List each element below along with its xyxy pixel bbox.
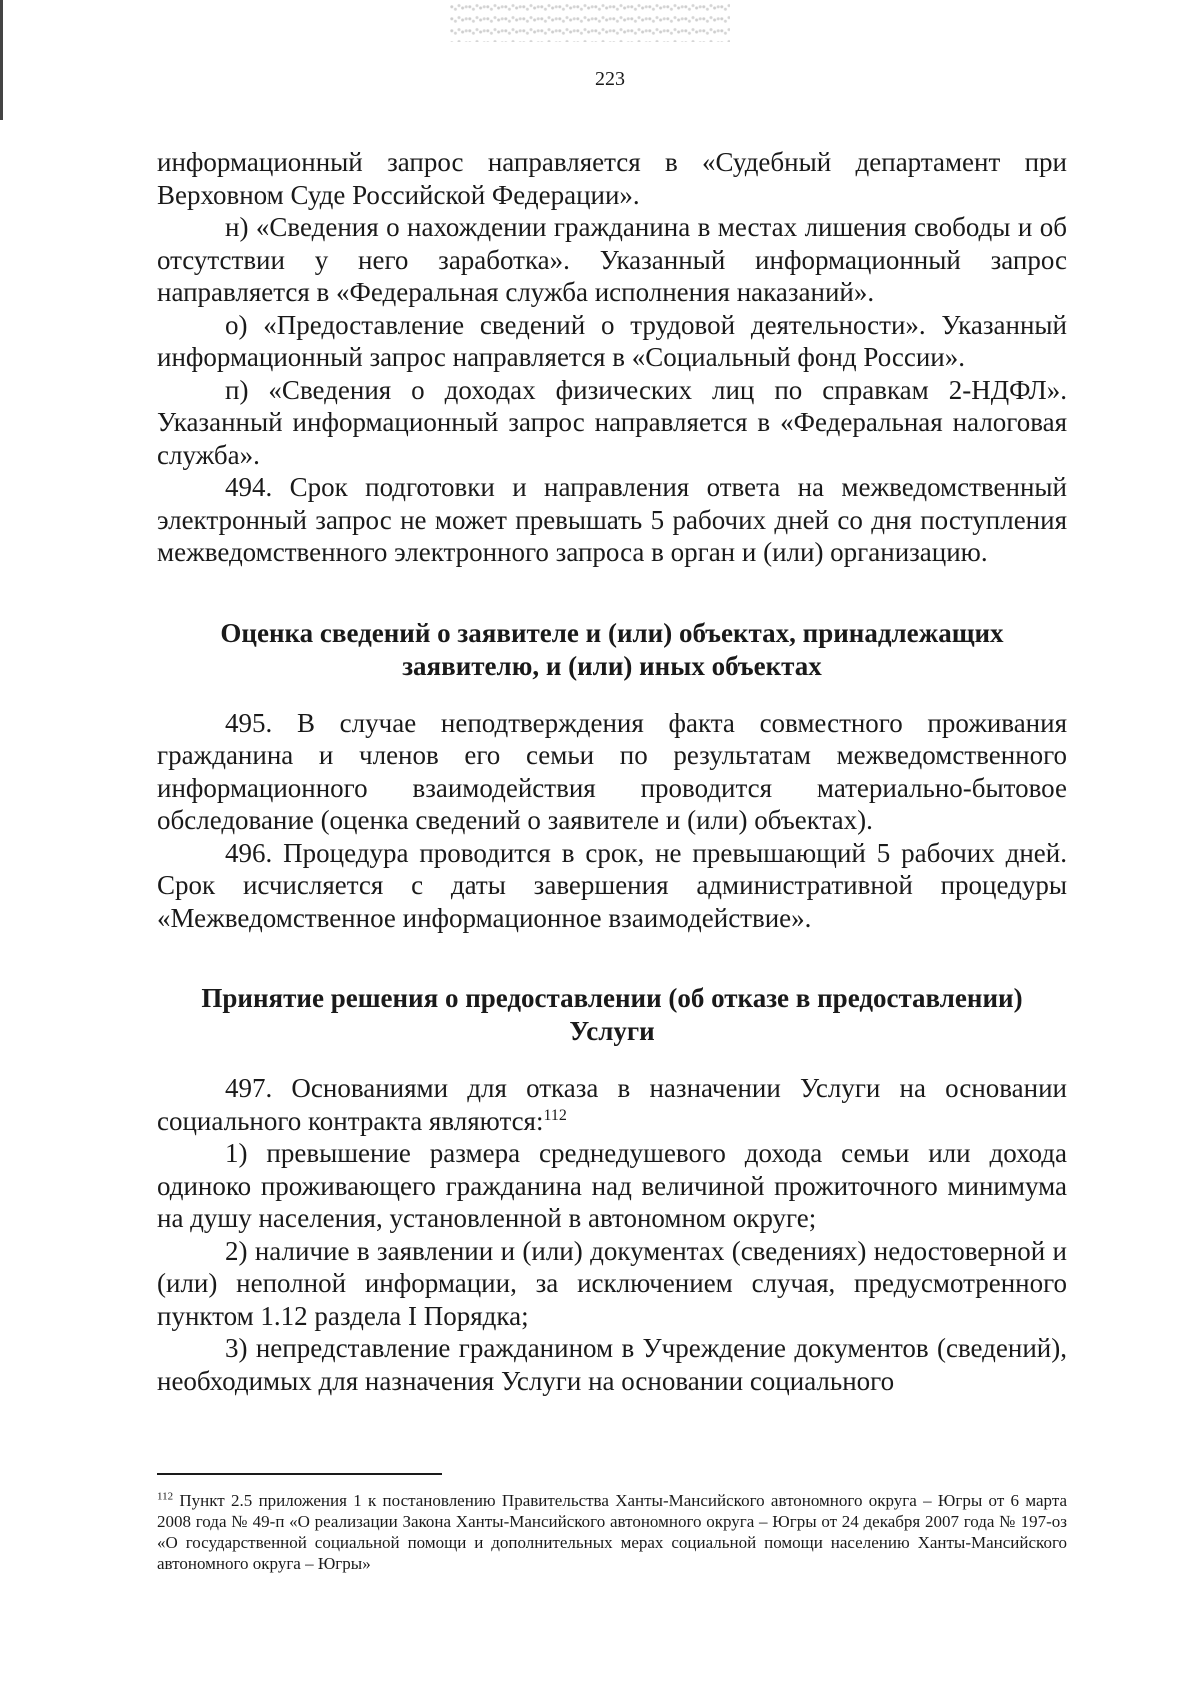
paragraph-497 <box>157 1072 1067 1137</box>
paragraph-497-text: 497. Основаниями для отказа в назначении Услуги на основании социального контракта являются: <box>157 1073 1067 1136</box>
paragraph-item-p: п) «Сведения о доходах физических лиц по справкам 2-НДФЛ». Указанный информационный запрос направляется в «Федеральная налоговая служба». <box>157 374 1067 470</box>
section-heading-decision: Принятие решения о предоставлении (об отказе в предоставлении) Услуги <box>201 983 1023 1046</box>
scan-edge-artifact <box>0 0 3 120</box>
list-item-1: 1) превышение размера среднедушевого дохода семьи или дохода одиноко проживающего гражданина над величиной прожиточного минимума на душу населения, установленной в автономном округе; <box>157 1138 1067 1233</box>
footnote-number: 112 <box>157 1490 174 1503</box>
list-item-2: 2) наличие в заявлении и (или) документах (сведениях) недостоверной и (или) неполной информации, за исключением случая, предусмотренного пунктом 1.12 раздела I Порядка; <box>157 1235 1067 1331</box>
paragraph-item-o: о) «Предоставление сведений о трудовой деятельности». Указанный информационный запрос направляется в «Социальный фонд России». <box>157 309 1067 372</box>
footnote-separator <box>157 1473 442 1475</box>
paragraph-494: 494. Срок подготовки и направления ответа на межведомственный электронный запрос не может превышать 5 рабочих дней со дня поступления межведомственного электронного запроса в орган и (или) организацию. <box>157 472 1067 567</box>
paragraph-continued: информационный запрос направляется в «Судебный департамент при Верховном Суде Российской Федерации». <box>157 147 1067 210</box>
paragraph-item-n: н) «Сведения о нахождении гражданина в местах лишения свободы и об отсутствии у него заработка». Указанный информационный запрос направляется в «Федеральная служба исполнения наказаний». <box>157 212 1067 307</box>
section-heading-assessment: Оценка сведений о заявителе и (или) объектах, принадлежащих заявителю, и (или) иных объектах <box>220 617 1004 681</box>
scan-noise-artifact <box>450 2 730 42</box>
paragraph-496: 496. Процедура проводится в срок, не превышающий 5 рабочих дней. Срок исчисляется с даты завершения административной процедуры «Межведомственное информационное взаимодействие». <box>157 837 1067 933</box>
list-item-3: 3) непредставление гражданином в Учреждение документов (сведений), необходимых для назначения Услуги на основании социального <box>157 1333 1067 1396</box>
footnote-reference: 112 <box>543 1106 567 1124</box>
page-number: 223 <box>595 68 625 90</box>
paragraph-495: 495. В случае неподтверждения факта совместного проживания гражданина и членов его семьи по результатам межведомственного информационного взаимодействия проводится материально-бытовое обследование (оценка сведений о заявителе и (или) объектах). <box>157 707 1067 835</box>
footnote-text: Пункт 2.5 приложения 1 к постановлению Правительства Ханты-Мансийского автономного округа – Югры от 6 марта 2008 года № 49-п «О реализации Закона Ханты-Мансийского автономного округа – Югры от 24 декабря 2007 года № 197-оз «О государственной социальной помощи и дополнительных мерах социальной помощи населению Ханты-Мансийского автономного округа – Югры» <box>157 1491 1067 1573</box>
document-body <box>157 146 1067 1397</box>
footnote <box>157 1490 1067 1574</box>
